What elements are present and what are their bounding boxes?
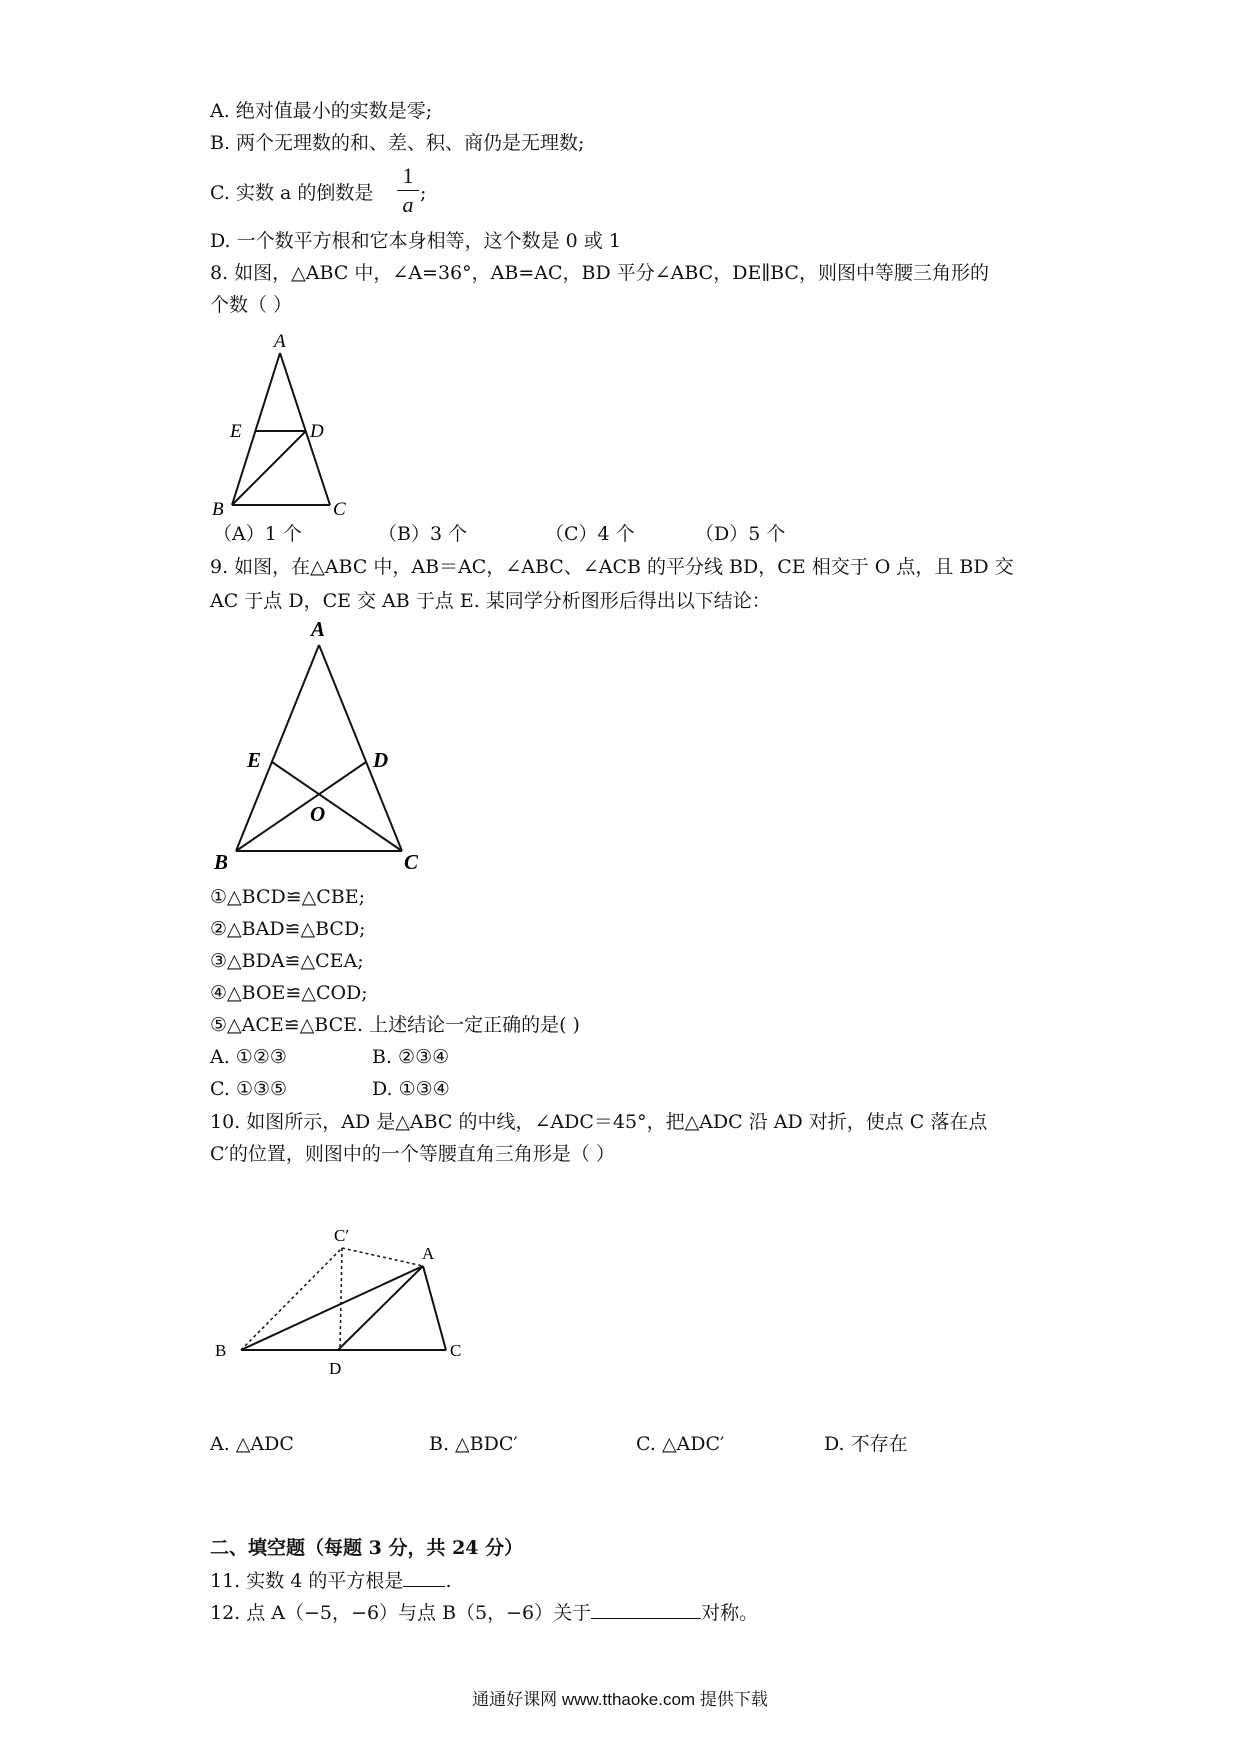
q11-text: 11. 实数 4 的平方根是 bbox=[210, 1570, 404, 1592]
q7-option-c-suffix: ; bbox=[420, 182, 427, 204]
q10-option-a: A. △ADC bbox=[210, 1433, 294, 1455]
q10-option-b: B. △BDC′ bbox=[429, 1433, 518, 1455]
q8-stem-line1: 8. 如图，△ABC 中，∠A=36°，AB=AC，BD 平分∠ABC，DE∥BC，则图中等腰三角形的 bbox=[210, 262, 989, 284]
q10-stem-line2: C′的位置，则图中的一个等腰直角三角形是（ ） bbox=[210, 1143, 615, 1165]
q9-label-a: A bbox=[311, 617, 326, 641]
q8-stem-line2: 个数（ ） bbox=[210, 294, 293, 316]
q11-line bbox=[210, 1566, 451, 1596]
q9-segment-bd bbox=[236, 762, 366, 851]
q10-label-a: A bbox=[422, 1244, 435, 1263]
q12-line bbox=[210, 1598, 758, 1628]
page-footer: 通通好课网 www.tthaoke.com 提供下载 bbox=[472, 1690, 768, 1709]
q10-segment-ab bbox=[241, 1266, 423, 1350]
q9-label-c: C bbox=[404, 850, 419, 874]
q8-label-c: C bbox=[333, 499, 346, 520]
q8-option-b: （B）3 个 bbox=[378, 523, 468, 545]
q10-segment-ac bbox=[423, 1266, 446, 1350]
q10-label-c: C bbox=[450, 1341, 462, 1360]
q10-option-c: C. △ADC′ bbox=[636, 1433, 725, 1455]
q9-option-a: A. ①②③ bbox=[210, 1046, 287, 1068]
section-2-heading: 二、填空题（每题 3 分，共 24 分） bbox=[210, 1537, 524, 1559]
q9-label-b: B bbox=[214, 850, 229, 874]
q9-option-d: D. ①③④ bbox=[372, 1078, 450, 1100]
q10-option-d: D. 不存在 bbox=[824, 1433, 908, 1455]
fraction-numerator: 1 bbox=[402, 163, 414, 188]
q9-conclusion-4: ④△BOE≌△COD; bbox=[210, 982, 368, 1004]
q11-text-end: . bbox=[445, 1570, 452, 1592]
q10-label-d: D bbox=[329, 1359, 342, 1378]
q10-dashed-c-prime-a bbox=[342, 1248, 423, 1266]
q10-label-b: B bbox=[215, 1341, 227, 1360]
q9-segment-ce bbox=[272, 762, 402, 851]
q10-segment-ad bbox=[338, 1266, 423, 1350]
q9-conclusion-3: ③△BDA≌△CEA; bbox=[210, 950, 364, 972]
fraction-bar bbox=[397, 190, 419, 191]
q9-conclusion-1: ①△BCD≌△CBE; bbox=[210, 886, 366, 908]
q12-answer-blank[interactable] bbox=[591, 1598, 701, 1619]
q9-label-e: E bbox=[247, 748, 262, 772]
q7-option-b: B. 两个无理数的和、差、积、商仍是无理数; bbox=[210, 132, 585, 154]
q9-label-d: D bbox=[373, 748, 389, 772]
q12-text: 12. 点 A（−5，−6）与点 B（5，−6）关于 bbox=[210, 1602, 592, 1624]
q9-triangle-figure bbox=[205, 615, 445, 875]
q9-stem-line1: 9. 如图，在△ABC 中，AB＝AC，∠ABC、∠ACB 的平分线 BD，CE 相交于 O 点，且 BD 交 bbox=[210, 556, 1014, 578]
q9-option-c: C. ①③⑤ bbox=[210, 1078, 288, 1100]
q9-option-b: B. ②③④ bbox=[372, 1046, 450, 1068]
q7-option-c bbox=[210, 178, 373, 208]
q8-label-e: E bbox=[230, 421, 242, 442]
q12-text-end: 对称。 bbox=[701, 1602, 759, 1624]
q9-conclusion-2: ②△BAD≌△BCD; bbox=[210, 918, 366, 940]
q7-option-c-prefix: C. 实数 a 的倒数是 bbox=[210, 182, 374, 204]
q11-answer-blank[interactable] bbox=[403, 1566, 445, 1587]
q7-option-c-fraction bbox=[397, 164, 419, 217]
q9-stem-line2: AC 于点 D，CE 交 AB 于点 E. 某同学分析图形后得出以下结论： bbox=[210, 590, 771, 612]
q8-triangle-figure bbox=[200, 325, 360, 520]
q10-label-c-prime: C′ bbox=[334, 1226, 350, 1245]
q8-option-d: （D）5 个 bbox=[695, 523, 786, 545]
q7-option-d: D. 一个数平方根和它本身相等，这个数是 0 或 1 bbox=[210, 230, 621, 252]
fraction-denominator: a bbox=[402, 192, 414, 217]
q9-side-ac bbox=[319, 645, 402, 851]
q8-label-a: A bbox=[274, 331, 286, 352]
q10-triangle-figure bbox=[205, 1210, 485, 1380]
q10-dashed-bc-prime bbox=[241, 1248, 342, 1350]
q7-option-a: A. 绝对值最小的实数是零; bbox=[210, 100, 433, 122]
q9-conclusion-5: ⑤△ACE≌△BCE. 上述结论一定正确的是( ) bbox=[210, 1014, 580, 1036]
q8-option-a: （A）1 个 bbox=[213, 523, 302, 545]
q8-label-b: B bbox=[212, 499, 224, 520]
q10-dashed-c-prime-d bbox=[340, 1248, 342, 1350]
q8-label-d: D bbox=[310, 421, 324, 442]
q9-label-o: O bbox=[310, 802, 326, 826]
q8-option-c: （C）4 个 bbox=[545, 523, 635, 545]
q10-stem-line1: 10. 如图所示，AD 是△ABC 的中线，∠ADC＝45°，把△ADC 沿 AD 对折，使点 C 落在点 bbox=[210, 1111, 988, 1133]
